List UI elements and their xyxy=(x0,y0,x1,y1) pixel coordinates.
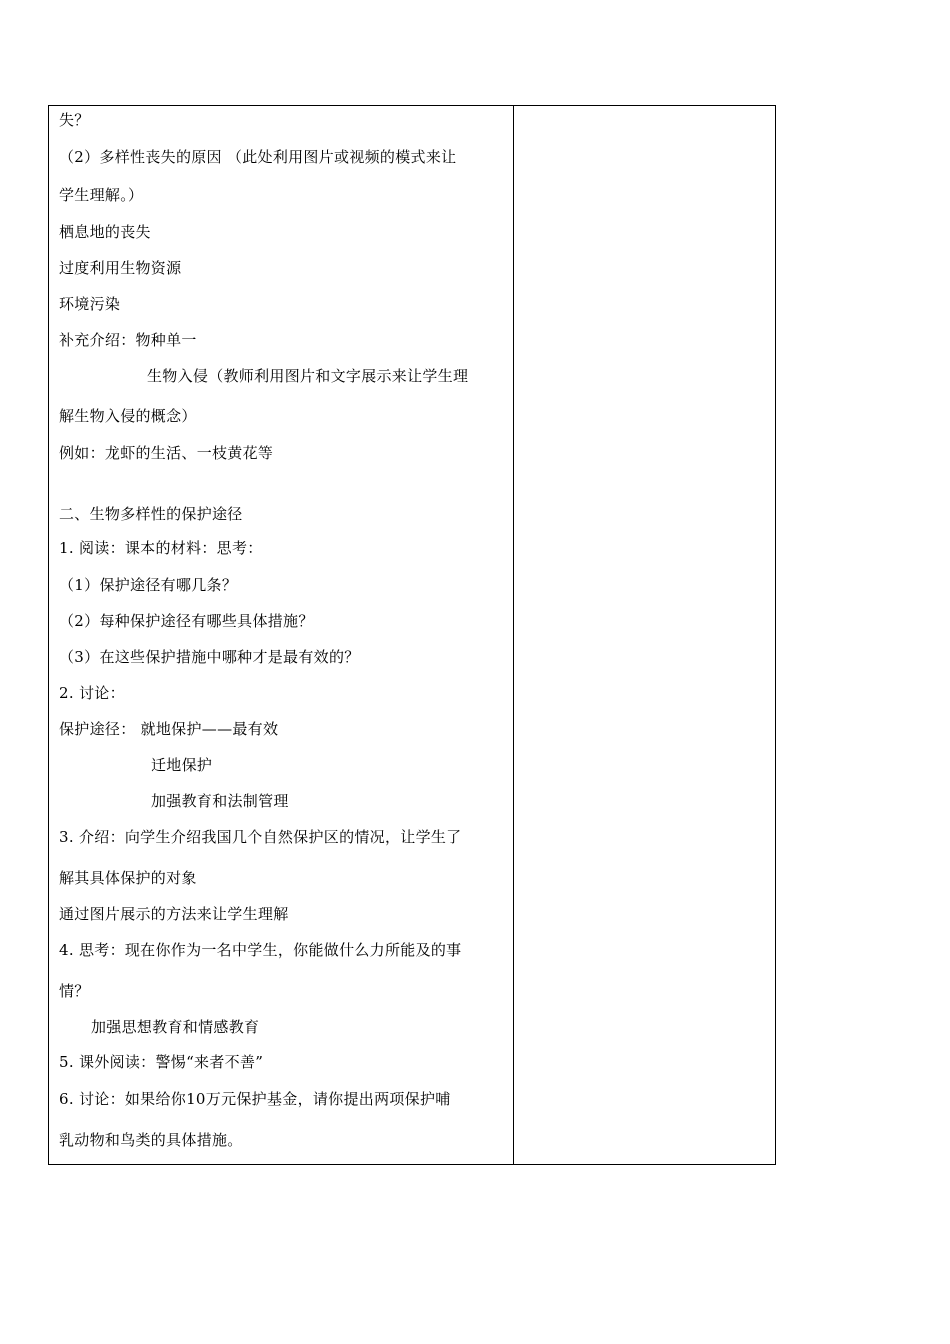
text-line: 解其具体保护的对象 xyxy=(59,869,197,887)
text-line: 生物入侵（教师利用图片和文字展示来让学生理 xyxy=(147,367,469,385)
teaching-content-cell xyxy=(49,106,514,1164)
text-line: 情？ xyxy=(59,982,90,1000)
text-line: 学生理解。） xyxy=(59,186,144,204)
text-line: 3. 介绍：向学生介绍我国几个自然保护区的情况，让学生了 xyxy=(59,828,462,846)
notes-cell xyxy=(514,106,775,1164)
text-line: 4. 思考：现在你作为一名中学生，你能做什么力所能及的事 xyxy=(59,941,462,959)
text-line: 乳动物和鸟类的具体措施。 xyxy=(59,1131,243,1149)
text-line: 补充介绍：物种单一 xyxy=(59,331,197,349)
text-line: 例如：龙虾的生活、一枝黄花等 xyxy=(59,444,274,462)
text-line: 5. 课外阅读：警惕“来者不善” xyxy=(59,1053,264,1071)
text-line: （3）在这些保护措施中哪种才是最有效的？ xyxy=(59,648,360,666)
text-line: （2）多样性丧失的原因 （此处利用图片或视频的模式来让 xyxy=(59,148,457,166)
text-line: 迁地保护 xyxy=(151,756,213,774)
text-line: 过度利用生物资源 xyxy=(59,259,182,277)
text-line: 6. 讨论：如果给你10万元保护基金，请你提出两项保护哺 xyxy=(59,1090,451,1108)
text-line: 失？ xyxy=(59,111,90,129)
text-line: 环境污染 xyxy=(59,295,121,313)
text-line: 加强教育和法制管理 xyxy=(151,792,289,810)
text-line: 加强思想教育和情感教育 xyxy=(91,1018,260,1036)
text-line: 解生物入侵的概念） xyxy=(59,407,197,425)
text-line: 通过图片展示的方法来让学生理解 xyxy=(59,905,289,923)
lesson-table xyxy=(48,105,776,1165)
text-line: （2）每种保护途径有哪些具体措施？ xyxy=(59,612,314,630)
text-line: 1. 阅读：课本的材料：思考： xyxy=(59,539,263,557)
text-line: 2. 讨论： xyxy=(59,684,125,702)
text-line: （1）保护途径有哪几条？ xyxy=(59,576,238,594)
section-heading: 二、生物多样性的保护途径 xyxy=(59,505,243,523)
text-line: 保护途径： 就地保护——最有效 xyxy=(59,720,279,738)
text-line: 栖息地的丧失 xyxy=(59,223,151,241)
